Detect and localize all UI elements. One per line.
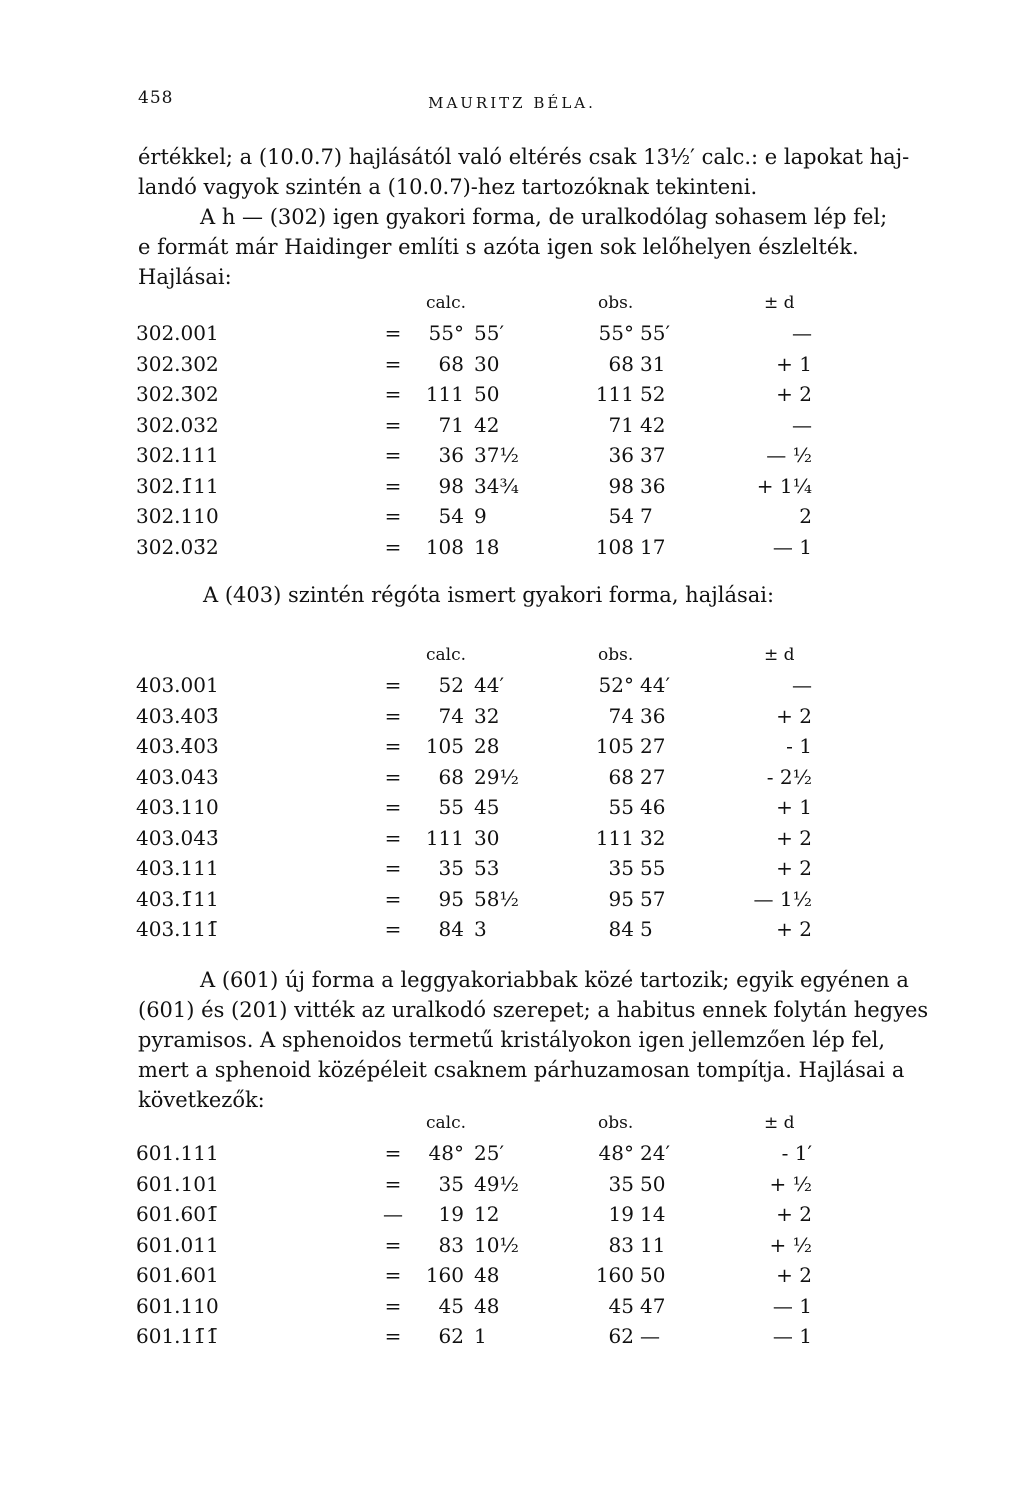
face-label: 302.1̄11	[136, 473, 219, 498]
calc-minutes: 9	[474, 504, 487, 528]
calc-minutes: 53	[474, 856, 500, 880]
equals-sign: =	[384, 534, 402, 559]
table-row	[0, 792, 1024, 822]
table-row	[0, 410, 1024, 440]
calc-minutes: 30	[474, 351, 500, 376]
equals-sign: =	[384, 734, 402, 758]
calc-minutes: 10½	[474, 1232, 519, 1257]
calc-minutes: 44′	[474, 673, 504, 697]
table-row	[0, 1291, 1024, 1321]
obs-degrees: 55	[608, 795, 634, 819]
equals-sign: =	[384, 382, 402, 406]
difference: + 2	[776, 856, 812, 880]
table-row	[0, 349, 1024, 379]
equals-sign: =	[384, 886, 402, 911]
obs-header: obs.	[598, 1113, 634, 1133]
difference: —	[792, 673, 812, 697]
table-row	[0, 471, 1024, 501]
obs-degrees: 98	[608, 473, 634, 498]
calc-degrees: 105	[425, 734, 464, 758]
face-label: 403.1̄11	[136, 886, 219, 911]
obs-minutes: 52	[640, 382, 666, 406]
obs-minutes: 14	[640, 1202, 666, 1226]
obs-minutes: 11	[640, 1232, 666, 1257]
calc-degrees: 35	[438, 856, 464, 880]
equals-sign: =	[384, 917, 402, 941]
obs-degrees: 105	[595, 734, 634, 758]
calc-degrees: 55	[438, 795, 464, 819]
obs-degrees: 45	[608, 1293, 634, 1318]
equals-sign: =	[384, 1171, 402, 1196]
equals-sign: =	[384, 856, 402, 880]
table-row	[0, 762, 1024, 792]
calc-minutes: 37½	[474, 443, 519, 467]
obs-degrees: 84	[608, 917, 634, 941]
running-title: MAURITZ BÉLA.	[428, 94, 596, 112]
obs-minutes: 42	[640, 412, 666, 437]
calc-minutes: 25′	[474, 1141, 504, 1165]
calc-minutes: 55′	[474, 321, 504, 345]
obs-minutes: 7	[640, 504, 653, 528]
calc-degrees: 48°	[428, 1141, 464, 1165]
obs-degrees: 36	[608, 443, 634, 467]
table-row	[0, 532, 1024, 562]
face-label: 403.001	[136, 673, 219, 697]
calc-degrees: 36	[438, 443, 464, 467]
difference: + 1	[776, 351, 812, 376]
obs-minutes: 46	[640, 795, 666, 819]
obs-degrees: 35	[608, 856, 634, 880]
calc-degrees: 74	[438, 703, 464, 728]
calc-minutes: 48	[474, 1263, 500, 1287]
face-label: 302.111	[136, 443, 219, 467]
calc-degrees: 55°	[428, 321, 464, 345]
table-row	[0, 884, 1024, 914]
difference: + 2	[776, 1263, 812, 1287]
obs-degrees: 71	[608, 412, 634, 437]
calc-minutes: 32	[474, 703, 500, 728]
table-row	[0, 914, 1024, 944]
difference: + ½	[769, 1232, 812, 1257]
difference: — 1½	[753, 886, 812, 911]
calc-degrees: 68	[438, 351, 464, 376]
difference: —	[792, 412, 812, 437]
calc-degrees: 71	[438, 412, 464, 437]
difference: + 2	[776, 382, 812, 406]
calc-degrees: 62	[438, 1324, 464, 1348]
calc-minutes: 28	[474, 734, 500, 758]
obs-minutes: 57	[640, 886, 666, 911]
obs-minutes: 50	[640, 1171, 666, 1196]
obs-minutes: 27	[640, 734, 666, 758]
face-label: 302.3̄02	[136, 382, 219, 406]
text-line: (601) és (201) vitték az uralkodó szerepet; a habitus ennek folytán hegyes	[138, 998, 929, 1022]
calc-minutes: 12	[474, 1202, 500, 1226]
obs-minutes: 37	[640, 443, 666, 467]
table-row	[0, 1230, 1024, 1260]
obs-degrees: 52°	[598, 673, 634, 697]
obs-degrees: 54	[608, 504, 634, 528]
obs-degrees: 74	[608, 703, 634, 728]
table-row	[0, 1169, 1024, 1199]
face-label: 601.601̄	[136, 1202, 219, 1226]
calc-minutes: 45	[474, 795, 500, 819]
calc-minutes: 3	[474, 917, 487, 941]
obs-minutes: 31	[640, 351, 666, 376]
difference: + 1¼	[756, 473, 812, 498]
calc-degrees: 111	[425, 382, 464, 406]
obs-minutes: 24′	[640, 1141, 670, 1165]
table-row	[0, 731, 1024, 761]
calc-degrees: 108	[425, 534, 464, 559]
text-line: landó vagyok szintén a (10.0.7)-hez tartozóknak tekinteni.	[138, 175, 758, 199]
obs-minutes: —	[640, 1324, 660, 1348]
obs-degrees: 62	[608, 1324, 634, 1348]
obs-header: obs.	[598, 645, 634, 665]
equals-sign: =	[384, 1141, 402, 1165]
obs-degrees: 55°	[598, 321, 634, 345]
table-header	[0, 640, 1024, 670]
face-label: 601.011	[136, 1232, 219, 1257]
obs-minutes: 5	[640, 917, 653, 941]
calc-minutes: 30	[474, 825, 500, 850]
obs-degrees: 83	[608, 1232, 634, 1257]
obs-degrees: 95	[608, 886, 634, 911]
text-line: A (601) új forma a leggyakoriabbak közé tartozik; egyik egyénen a	[200, 968, 909, 992]
text-line: pyramisos. A sphenoidos termetű kristályokon igen jellemzően lép fel,	[138, 1028, 886, 1052]
difference: —	[792, 321, 812, 345]
table-row	[0, 1138, 1024, 1168]
difference: - 1′	[781, 1141, 812, 1165]
equals-sign: =	[384, 825, 402, 850]
calc-degrees: 83	[438, 1232, 464, 1257]
diff-header: ± d	[764, 293, 795, 313]
calc-degrees: 95	[438, 886, 464, 911]
obs-degrees: 48°	[598, 1141, 634, 1165]
obs-degrees: 111	[595, 825, 634, 850]
calc-degrees: 160	[425, 1263, 464, 1287]
difference: + 1	[776, 795, 812, 819]
obs-degrees: 160	[595, 1263, 634, 1287]
equals-sign: =	[384, 351, 402, 376]
calc-degrees: 45	[438, 1293, 464, 1318]
equals-sign: =	[384, 321, 402, 345]
calc-minutes: 42	[474, 412, 500, 437]
difference: — 1	[772, 534, 812, 559]
calc-minutes: 49½	[474, 1171, 519, 1196]
obs-minutes: 55′	[640, 321, 670, 345]
difference: — ½	[766, 443, 812, 467]
calc-header: calc.	[426, 293, 467, 313]
obs-minutes: 32	[640, 825, 666, 850]
text-line: A (403) szintén régóta ismert gyakori forma, hajlásai:	[203, 583, 775, 607]
calc-degrees: 19	[438, 1202, 464, 1226]
obs-minutes: 44′	[640, 673, 670, 697]
para-601	[138, 965, 929, 1115]
equals-sign: =	[384, 1293, 402, 1318]
table-header	[0, 288, 1024, 318]
equals-sign: =	[384, 673, 402, 697]
face-label: 302.03̄2	[136, 534, 219, 559]
table-row	[0, 379, 1024, 409]
obs-minutes: 55	[640, 856, 666, 880]
difference: 2	[799, 504, 812, 528]
calc-header: calc.	[426, 1113, 467, 1133]
equals-sign: =	[384, 1232, 402, 1257]
equals-sign: =	[384, 764, 402, 789]
face-label: 601.110	[136, 1293, 219, 1318]
calc-minutes: 34¾	[474, 473, 519, 498]
difference: — 1	[772, 1324, 812, 1348]
face-label: 403.111	[136, 856, 219, 880]
calc-degrees: 35	[438, 1171, 464, 1196]
face-label: 601.601	[136, 1263, 219, 1287]
calc-minutes: 29½	[474, 764, 519, 789]
face-label: 403.043	[136, 764, 219, 789]
table-row	[0, 1199, 1024, 1229]
calc-degrees: 54	[438, 504, 464, 528]
table-row	[0, 701, 1024, 731]
obs-degrees: 68	[608, 764, 634, 789]
equals-sign: =	[384, 412, 402, 437]
face-label: 601.11̄1̄	[136, 1324, 219, 1348]
equals-sign: =	[384, 443, 402, 467]
face-label: 601.101	[136, 1171, 219, 1196]
obs-degrees: 68	[608, 351, 634, 376]
obs-minutes: 47	[640, 1293, 666, 1318]
obs-degrees: 35	[608, 1171, 634, 1196]
calc-degrees: 68	[438, 764, 464, 789]
calc-degrees: 98	[438, 473, 464, 498]
calc-header: calc.	[426, 645, 467, 665]
diff-header: ± d	[764, 645, 795, 665]
obs-minutes: 36	[640, 703, 666, 728]
face-label: 302.110	[136, 504, 219, 528]
table-row	[0, 670, 1024, 700]
calc-minutes: 18	[474, 534, 500, 559]
text-line: A h — (302) igen gyakori forma, de uralkodólag sohasem lép fel;	[200, 205, 888, 229]
calc-minutes: 58½	[474, 886, 519, 911]
equals-sign: =	[384, 473, 402, 498]
intro-paragraph	[138, 142, 910, 292]
face-label: 302.001	[136, 321, 219, 345]
obs-minutes: 27	[640, 764, 666, 789]
table-row	[0, 853, 1024, 883]
calc-minutes: 48	[474, 1293, 500, 1318]
equals-sign: =	[384, 703, 402, 728]
equals-sign: =	[384, 1263, 402, 1287]
running-head	[0, 88, 1024, 118]
calc-degrees: 111	[425, 825, 464, 850]
face-label: 302.302	[136, 351, 219, 376]
text-line: e formát már Haidinger említi s azóta igen sok lelőhelyen észlelték.	[138, 235, 859, 259]
face-label: 403.111̄	[136, 917, 219, 941]
equals-sign: =	[384, 504, 402, 528]
calc-minutes: 50	[474, 382, 500, 406]
difference: + 2	[776, 703, 812, 728]
obs-minutes: 50	[640, 1263, 666, 1287]
face-label: 403.110	[136, 795, 219, 819]
obs-degrees: 108	[595, 534, 634, 559]
text-line: mert a sphenoid középéleit csaknem párhuzamosan tompítja. Hajlásai a	[138, 1058, 905, 1082]
difference: + 2	[776, 917, 812, 941]
calc-minutes: 1	[474, 1324, 487, 1348]
difference: + ½	[769, 1171, 812, 1196]
obs-minutes: 36	[640, 473, 666, 498]
difference: - 1	[786, 734, 812, 758]
table-row	[0, 440, 1024, 470]
text-line: következők:	[138, 1088, 265, 1112]
obs-minutes: 17	[640, 534, 666, 559]
face-label: 403.4̄03	[136, 734, 219, 758]
page-number: 458	[138, 88, 174, 108]
text-line: Hajlásai:	[138, 265, 232, 289]
obs-header: obs.	[598, 293, 634, 313]
equals-sign: —	[383, 1202, 403, 1226]
text-line: értékkel; a (10.0.7) hajlásától való eltérés csak 13½′ calc.: e lapokat haj-	[138, 145, 910, 169]
equals-sign: =	[384, 1324, 402, 1348]
difference: - 2½	[766, 764, 812, 789]
calc-degrees: 52	[438, 673, 464, 697]
difference: + 2	[776, 1202, 812, 1226]
diff-header: ± d	[764, 1113, 795, 1133]
mid-paragraph	[203, 580, 903, 610]
table-row	[0, 1321, 1024, 1351]
face-label: 403.403̄	[136, 703, 219, 728]
table-row	[0, 318, 1024, 348]
difference: — 1	[772, 1293, 812, 1318]
obs-degrees: 19	[608, 1202, 634, 1226]
face-label: 403.043̄	[136, 825, 219, 850]
obs-degrees: 111	[595, 382, 634, 406]
equals-sign: =	[384, 795, 402, 819]
table-header	[0, 1108, 1024, 1138]
face-label: 302.032	[136, 412, 219, 437]
table-row	[0, 823, 1024, 853]
face-label: 601.111	[136, 1141, 219, 1165]
table-row	[0, 1260, 1024, 1290]
table-row	[0, 501, 1024, 531]
calc-degrees: 84	[438, 917, 464, 941]
difference: + 2	[776, 825, 812, 850]
